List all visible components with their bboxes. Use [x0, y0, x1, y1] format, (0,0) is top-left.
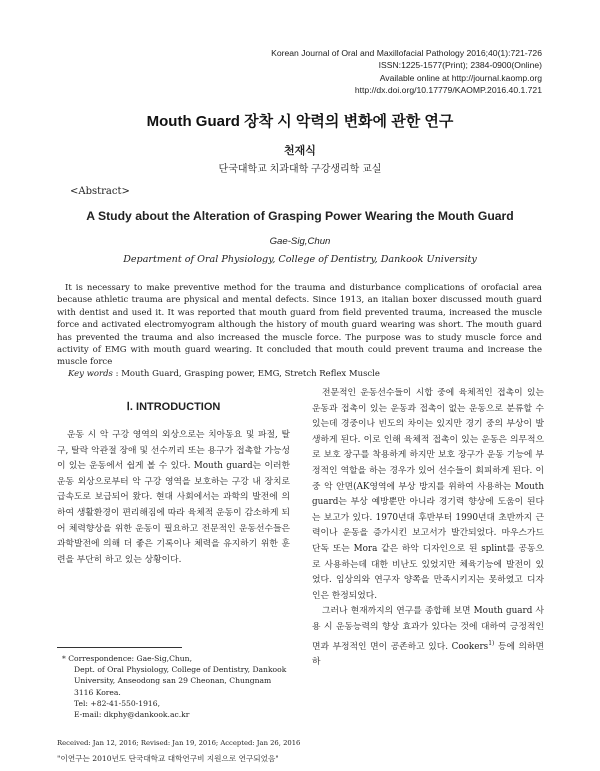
author-english: Gae-Sig,Chun: [269, 236, 331, 247]
affiliation-english: Department of Oral Physiology, College of Dentistry, Dankook University: [123, 254, 477, 265]
journal-name: Korean Journal of Oral and Maxillofacial Pathology 2016;40(1):721-726: [271, 48, 542, 58]
intro-paragraph-3-tail: 등에 의하면 하: [312, 641, 545, 668]
submission-dates: Received: Jan 12, 2016; Revised: Jan 19, 2016; Accepted: Jan 26, 2016: [57, 739, 301, 747]
intro-paragraph-2: 전문적인 운동선수들이 시합 중에 육체적인 접촉이 있는 운동과 접촉이 있는 운동과 접촉이 없는 운동으로 분류할 수 있는데 경중이나 빈도의 차이는 있지만 경기 중의 부상이 발생하게 된다. 이로 인해 육체적 접촉이 있는 운동은 의무적으로 보호 장구를 착용하게 하지만 보호 장구가 운동 기능에 부정적인 역할을 하는 경우가 있어 선수들이 회피하게 된다. 이중 악 안면(AK영역에 부상 방지를 위하여 사용하는 Mouth guard는 부상 예방뿐만 아니라 경기력 향상에 도움이 된다는 보고가 있다. 1970년대 후반부터 1990년대 초반까지 근력이나 운동을 증가시킨 보고서가 발간되었다. 마우스가드 단독 또는 Mora 같은 하악 디자인으로 된 splint를 공동으로 사용하는데 대한 비난도 있었지만 체육기능에 발전이 있었다. 임상의와 연구자 양쪽을 만족시키지는 못하였고 디자인은 한정되었다.: [312, 388, 544, 601]
correspondence-tel: Tel: +82-41-550-1916,: [74, 698, 160, 708]
intro-paragraph-3: [312, 604, 544, 670]
title-english: A Study about the Alteration of Grasping Power Wearing the Mouth Guard: [86, 209, 514, 223]
funding-note: "이연구는 2010년도 단국대학교 대학연구비 지원으로 연구되었음": [57, 754, 279, 763]
affiliation-korean: 단국대학교 치과대학 구강생리학 교실: [218, 164, 382, 175]
intro-paragraph-3-text: 그러나 현재까지의 연구를 종합해 보면 Mouth guard 사용 시 운동능력의 향상 효과가 있다는 것에 대하여 긍정적인면과 부정적인 면이 공존하고 있다. Cookers: [312, 606, 544, 652]
introduction-left-column: [57, 428, 290, 568]
author-korean: 천재식: [284, 145, 316, 157]
footnote-divider: [57, 647, 182, 648]
keywords-label: Key words: [68, 369, 113, 379]
journal-doi: http://dx.doi.org/10.17779/KAOMP.2016.40.1.721: [354, 85, 542, 96]
keywords: [68, 369, 380, 379]
journal-online: Available online at http://journal.kaomp.org: [379, 72, 542, 83]
abstract-body: It is necessary to make preventive method for the trauma and disturbance complications of orofacial area because athletic trauma are physical and mental defects. Since 1913, an italian boxer discussed mouth guard with dentist and used it. It was reported that mouth guard from field prevented trauma, increased the muscle force and activated electromyogram although the history of mouth guard wearing was short. The mouth guard has prevented the trauma and also increased the muscle force. The purpose was to study muscle force and activity of EMG with mouth guard wearing. It concluded that mouth could prevent trauma and increase the muscle force: [57, 283, 542, 368]
introduction-right-column: [312, 386, 544, 671]
keywords-value: : Mouth Guard, Grasping power, EMG, Stretch Reflex Muscle: [115, 369, 380, 379]
section-heading-introduction: Ⅰ. INTRODUCTION: [126, 401, 221, 413]
correspondence-name: * Correspondence: Gae-Sig,Chun,: [62, 654, 192, 663]
correspondence-email: E-mail: dkphy@dankook.ac.kr: [74, 710, 190, 720]
title-korean: Mouth Guard 장착 시 악력의 변화에 관한 연구: [146, 113, 454, 130]
correspondence-footnote: [62, 653, 292, 720]
intro-paragraph-1: 운동 시 악 구강 영역의 외상으로는 치아동요 및 파절, 탈구, 탈락 악관절 장애 및 선수끼리 또는 용구가 접촉할 가능성이 있는 운동에서 쉽게 볼 수 있다. Mouth guard는 이러한 운동 외상으로부터 악 구강 영역을 보호하는 구강 내 장치로 급속도로 보급되어 왔다. 현대 사회에서는 과학의 발전에 의하여 생활환경이 편리해짐에 따라 육체적 운동이 감소하게 되어 체력향상을 위한 운동이 필요하고 전문적인 운동선수들은 과학발전에 의해 더 좋은 기록이나 체력을 유지하기 위한 훈련을 부단히 하고 있는 상황이다.: [57, 430, 290, 565]
citation-superscript: 1): [488, 639, 495, 647]
journal-header: [271, 47, 542, 97]
abstract-label: <Abstract>: [70, 186, 130, 197]
correspondence-address: Dept. of Oral Physiology, College of Dentistry, Dankook University, Anseodong san 29 Cheonan, Chungnam 3116 Korea.: [74, 665, 287, 697]
journal-issn: ISSN:1225-1577(Print); 2384-0900(Online): [378, 60, 542, 71]
